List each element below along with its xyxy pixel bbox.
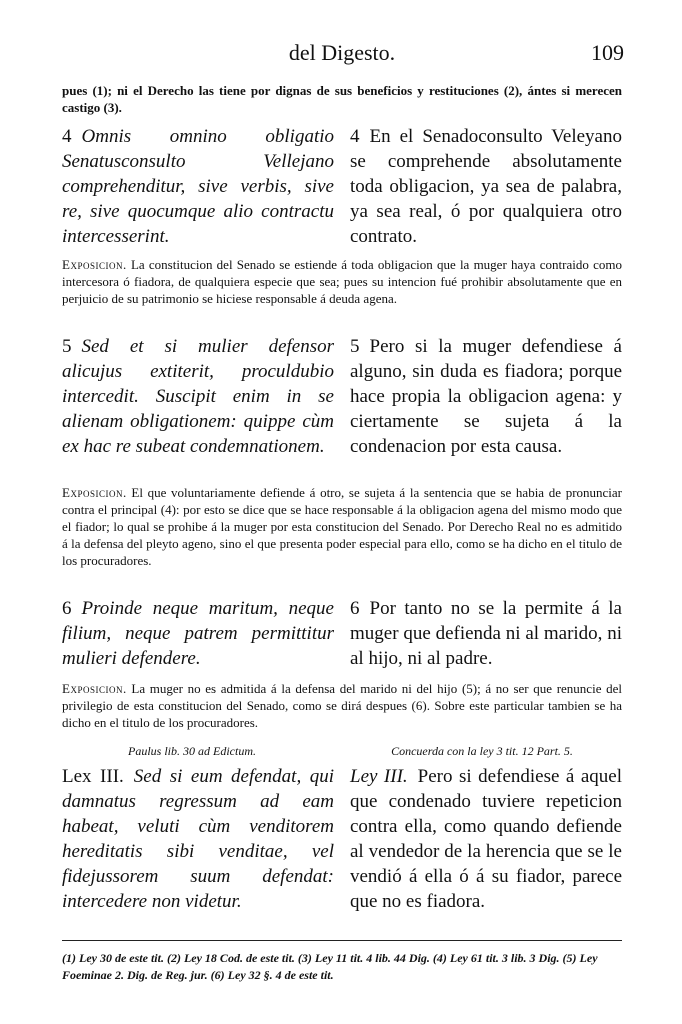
exposition-text: La muger no es admitida á la defensa del marido ni del hijo (5); á no ser que renuncie del privilegio de esta constitucion del Senado, como se dirá despues (6). Sobre este particular tambien se ha dicho en el titulo de los procuradores. xyxy=(62,681,622,730)
citation-row xyxy=(62,744,622,759)
exposition-label: Exposicion. xyxy=(62,681,127,696)
latin-number: 6 xyxy=(62,598,72,619)
running-title: del Digesto. xyxy=(288,40,396,65)
exposition-6 xyxy=(62,680,622,731)
citation-right: Concuerda con la ley 3 tit. 12 Part. 5. xyxy=(391,744,573,758)
exposition-label: Exposicion. xyxy=(62,257,127,272)
latin-column xyxy=(62,334,334,459)
section-4 xyxy=(62,124,622,249)
latin-column xyxy=(62,596,334,671)
latin-column xyxy=(62,124,334,249)
lex-3 xyxy=(62,764,622,914)
lex-label: Lex III. xyxy=(62,766,124,787)
exposition-text: La constitucion del Senado se estiende á toda obligacion que la muger haya contraido como intercesora ó fiadora, de qualquiera especie que sea; pues su intencion fué prohibir absolutamente que en perjuicio de su patrimonio se hiciese responsable á deuda agena. xyxy=(62,257,622,306)
exposition-4 xyxy=(62,256,622,307)
section-6 xyxy=(62,596,622,671)
citation-left: Paulus lib. 30 ad Edictum. xyxy=(128,744,256,758)
spanish-text: Pero si defendiese á aquel que condenado tuviere repeticion contra ella, como quando defiende al vendedor de la herencia que se le vendió á ella ó á su fiador, parece que no es fiadora. xyxy=(350,766,622,912)
exposition-5 xyxy=(62,484,622,569)
footnote-divider xyxy=(62,940,622,941)
ley-label: Ley III. xyxy=(350,766,408,787)
spanish-number: 5 xyxy=(350,336,360,357)
latin-number: 5 xyxy=(62,336,72,357)
latin-text: Proinde neque maritum, neque filium, neque patrem permittitur mulieri defendere. xyxy=(62,598,334,669)
latin-text: Sed et si mulier defensor alicujus extiterit, proculdubio intercedit. Suscipit enim in se alienam obligationem: quippe cùm ex hac re subeat condemnationem. xyxy=(62,336,334,457)
exposition-label: Exposicion. xyxy=(62,485,127,500)
latin-number: 4 xyxy=(62,126,72,147)
latin-text: Omnis omnino obligatio Senatusconsulto Vellejano comprehenditur, sive verbis, sive re, sive quocumque alio contractu intercesserint. xyxy=(62,126,334,247)
latin-text: Sed si eum defendat, qui damnatus regressum ad eam habeat, veluti cùm venditorem hereditatis sibi venditae, vel fidejussorem suum defendat: intercedere non videtur. xyxy=(62,766,334,912)
exposition-text: El que voluntariamente defiende á otro, se sujeta á la sentencia que se habia de pronunciar contra el principal (4): por esto se dice que se hace responsable á la obligacion agena del mismo modo que el fiador; lo qual se prohibe á la muger por esta constitucion del Senado. Por Derecho Real no es admitido á la defensa del pleyto ageno, sino el que presenta poder especial para ello, como se ha dicho en el titulo de los procuradores. xyxy=(62,485,622,568)
spanish-text: En el Senadoconsulto Veleyano se comprehende absolutamente toda obligacion, ya sea de palabra, ya sea real, ó por qualquiera otro contrato. xyxy=(350,126,622,247)
spanish-number: 4 xyxy=(350,126,360,147)
spanish-number: 6 xyxy=(350,598,360,619)
intro-paragraph: pues (1); ni el Derecho las tiene por dignas de sus beneficios y restituciones (2), ántes si merecen castigo (3). xyxy=(62,83,622,115)
latin-column xyxy=(62,764,334,914)
spanish-column xyxy=(350,764,622,914)
section-5 xyxy=(62,334,622,459)
spanish-text: Pero si la muger defendiese á alguno, sin duda es fiadora; porque hace propia la obligacion agena: y ciertamente se sujeta á la condenacion por esta causa. xyxy=(350,336,622,457)
page-number: 109 xyxy=(591,40,624,65)
spanish-text: Por tanto no se la permite á la muger que defienda ni al marido, ni al hijo, ni al padre. xyxy=(350,598,622,669)
spanish-column xyxy=(350,596,622,671)
spanish-column xyxy=(350,124,622,249)
spanish-column xyxy=(350,334,622,459)
footnotes: (1) Ley 30 de este tit. (2) Ley 18 Cod. de este tit. (3) Ley 11 tit. 4 lib. 44 Dig. (4) Ley 61 tit. 3 lib. 3 Dig. (5) Ley Foeminae 2. Dig. de Reg. jur. (6) Ley 32 §. 4 de este tit. xyxy=(62,951,598,982)
page-header xyxy=(60,40,624,70)
